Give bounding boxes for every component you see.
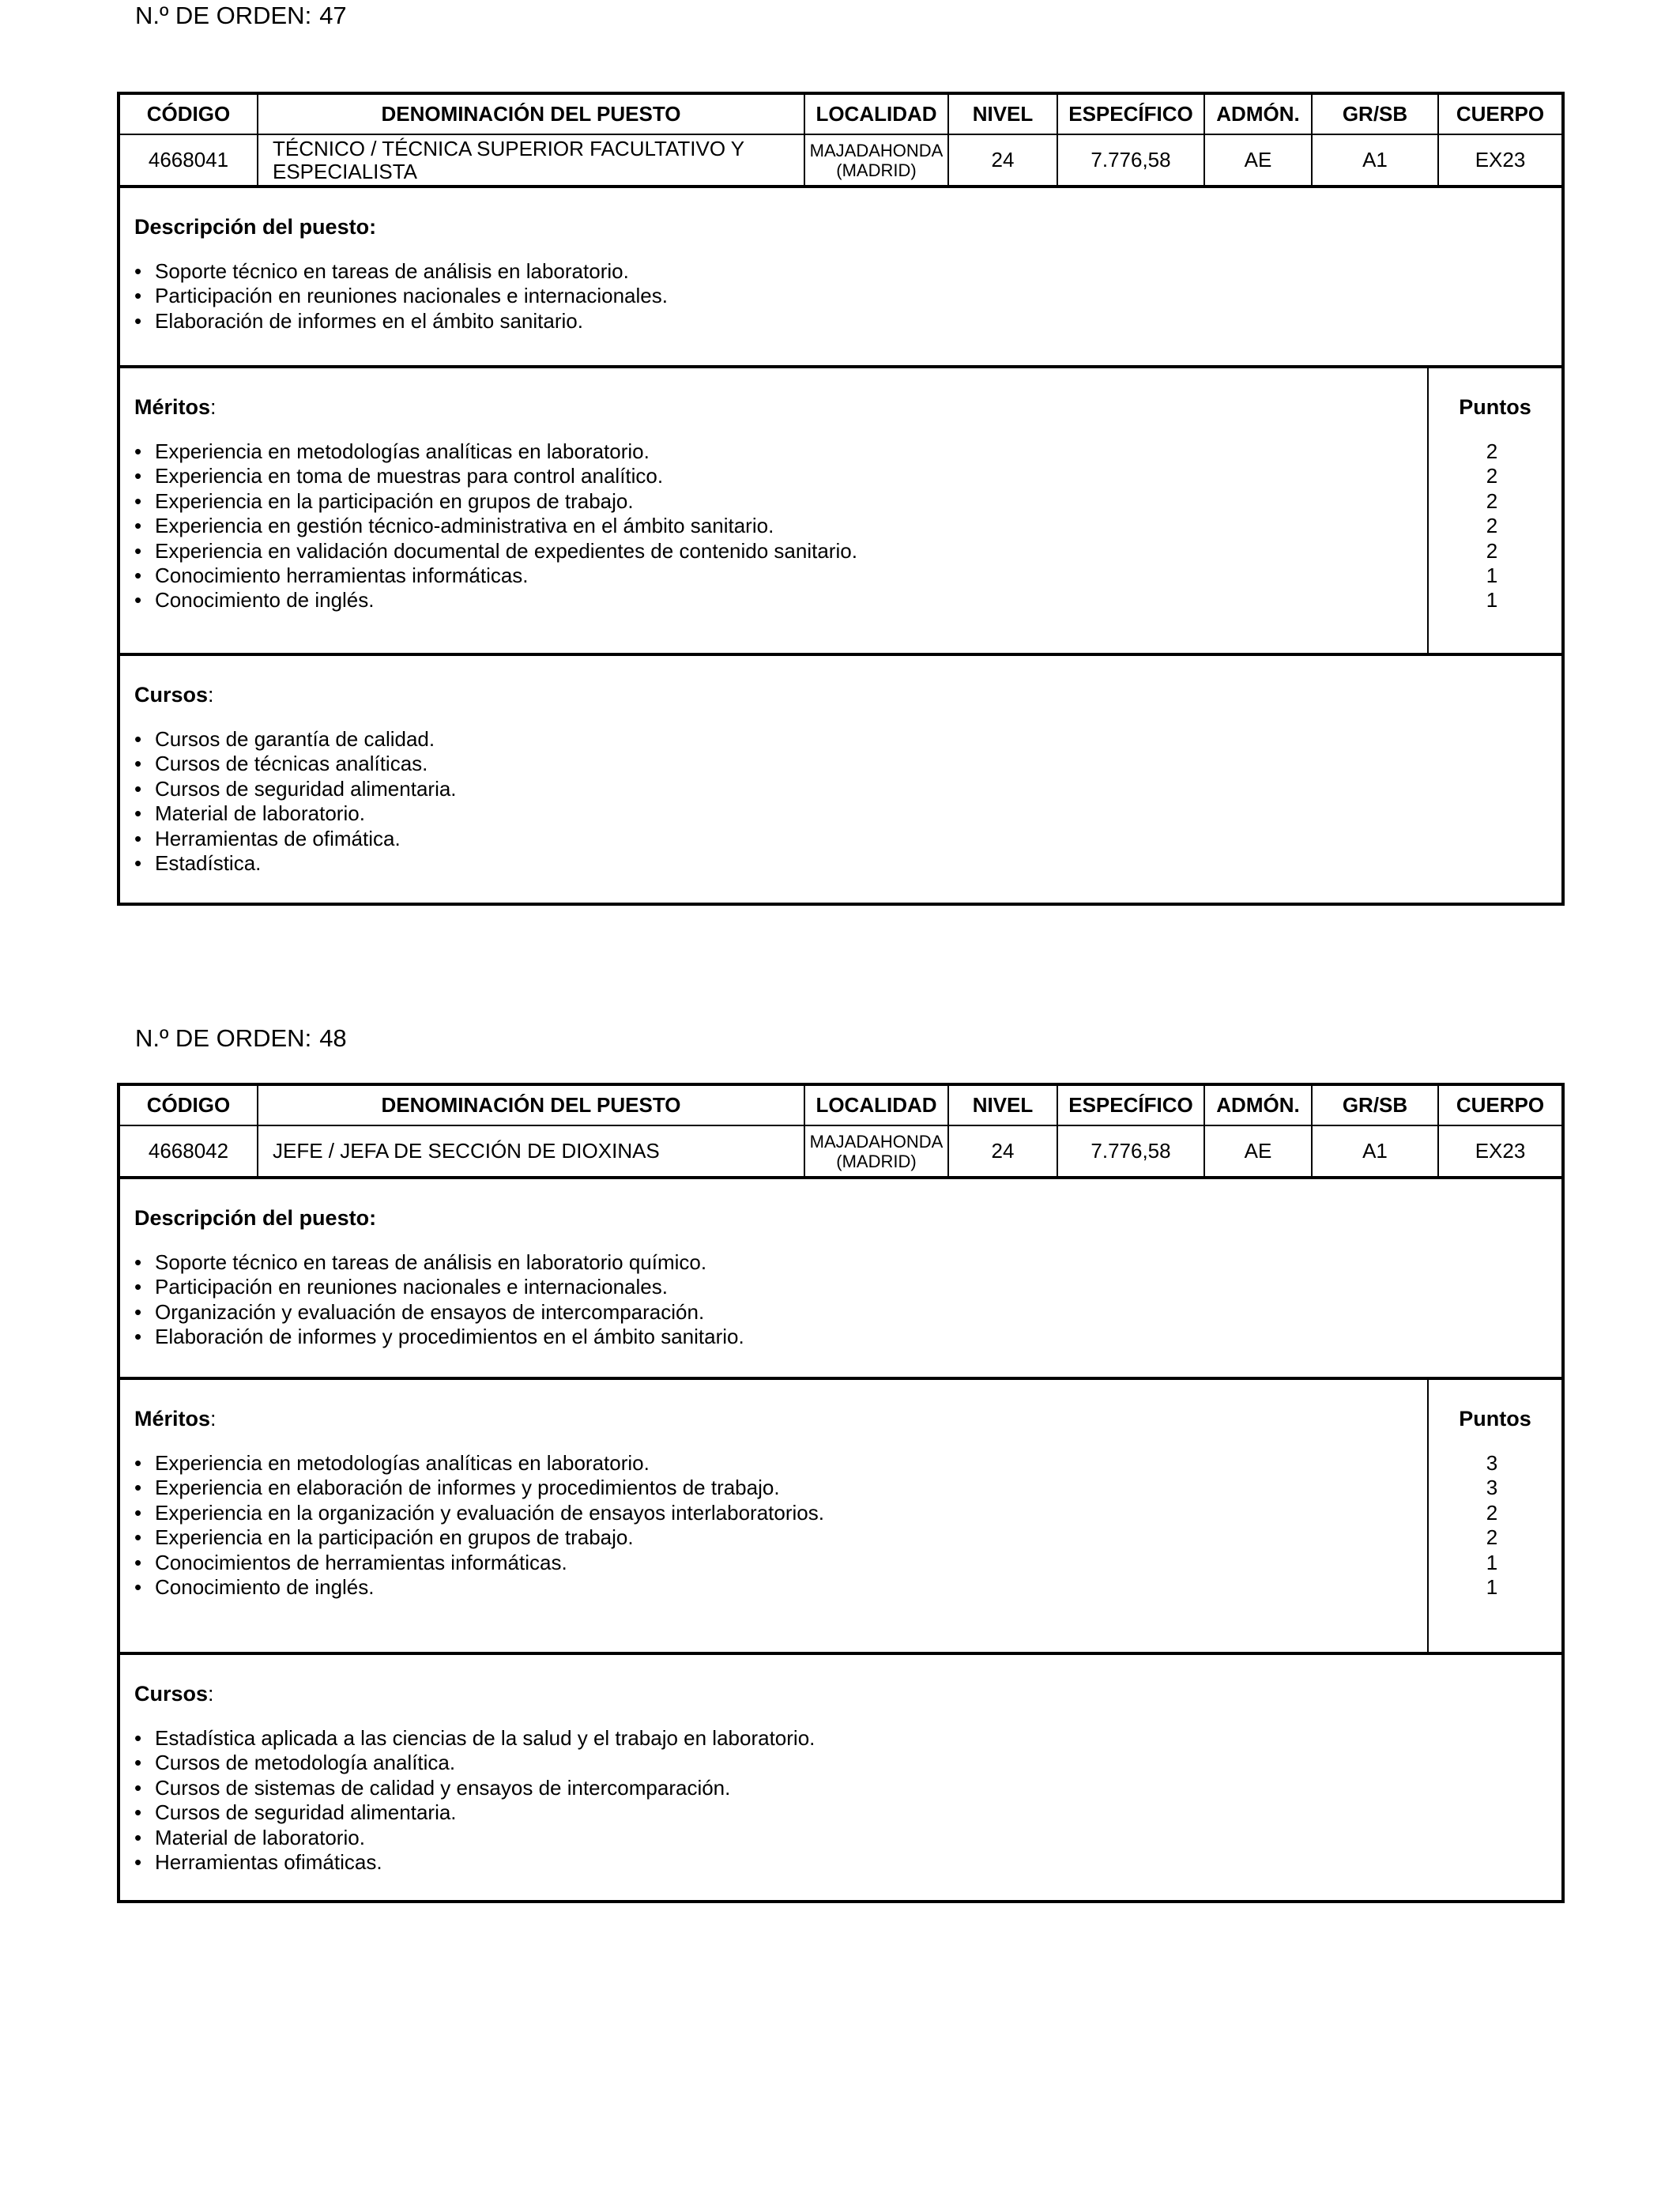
list-item: • Cursos de metodología analítica. [134,1751,1561,1775]
cuerpo-value: EX23 [1475,148,1526,172]
cursos-title: Cursos: [134,683,214,707]
list-item: • Cursos de seguridad alimentaria. [134,777,1561,801]
data-row [120,1125,1561,1176]
descripcion-list [134,259,1561,334]
puntos-value: 2 [1486,1525,1498,1550]
cursos-section [120,1652,1561,1898]
col-denominacion: DENOMINACIÓN DEL PUESTO [258,95,804,134]
list-item: • Experiencia en validación documental de expedientes de contenido sanitario. [134,539,1427,564]
denominacion-value: JEFE / JEFA DE SECCIÓN DE DIOXINAS [258,1125,804,1176]
col-cuerpo: CUERPO [1438,95,1561,134]
codigo-value: 4668041 [120,134,258,185]
list-item: • Elaboración de informes en el ámbito sanitario. [134,309,1561,334]
col-nivel: NIVEL [948,95,1057,134]
puntos-value: 2 [1486,1500,1498,1525]
col-localidad: LOCALIDAD [804,95,948,134]
col-especifico: ESPECÍFICO [1057,95,1204,134]
grsb-value: A1 [1312,1125,1438,1176]
list-item: • Estadística aplicada a las ciencias de la salud y el trabajo en laboratorio. [134,1726,1561,1751]
list-item: • Experiencia en la organización y evaluación de ensayos interlaboratorios. [134,1501,1427,1525]
codigo-value: 4668042 [120,1125,258,1176]
list-item: • Soporte técnico en tareas de análisis en laboratorio químico. [134,1250,1561,1275]
list-item: • Cursos de técnicas analíticas. [134,752,1561,776]
list-item: • Conocimientos de herramientas informáticas. [134,1551,1427,1575]
header-row [120,95,1561,134]
puntos-value: 2 [1486,538,1498,563]
meritos-section [120,365,1561,653]
orden-label: N.º DE ORDEN: [135,2,312,29]
grsb-value: A1 [1312,134,1438,185]
list-item: • Experiencia en la participación en grupos de trabajo. [134,489,1427,514]
list-item: • Material de laboratorio. [134,801,1561,826]
puesto-block [117,1083,1565,1903]
puntos-list [1429,439,1561,613]
orden-title [135,1024,347,1053]
col-localidad: LOCALIDAD [804,1086,948,1125]
puntos-value: 2 [1486,439,1498,463]
cursos-list [134,727,1561,876]
col-cuerpo: CUERPO [1438,1086,1561,1125]
header-row [120,1086,1561,1125]
localidad-line2: (MADRID) [836,1151,917,1171]
list-item: • Conocimiento herramientas informáticas. [134,564,1427,588]
col-nivel: NIVEL [948,1086,1057,1125]
list-item: • Participación en reuniones nacionales e internacionales. [134,1275,1561,1299]
localidad-line1: MAJADAHONDA [809,140,944,160]
puntos-value: 2 [1486,488,1498,513]
col-grsb: GR/SB [1312,95,1438,134]
list-item: • Experiencia en gestión técnico-administrativa en el ámbito sanitario. [134,514,1427,538]
list-item: • Herramientas ofimáticas. [134,1850,1561,1875]
orden-title [135,2,347,30]
puntos-value: 2 [1486,464,1498,488]
puntos-value: 1 [1486,588,1498,613]
list-item: • Organización y evaluación de ensayos de intercomparación. [134,1300,1561,1325]
meritos-title: Méritos: [134,395,217,419]
list-item: • Experiencia en metodologías analíticas en laboratorio. [134,1451,1427,1476]
list-item: • Soporte técnico en tareas de análisis en laboratorio. [134,259,1561,284]
list-item: • Participación en reuniones nacionales e internacionales. [134,284,1561,308]
puntos-value: 1 [1486,1550,1498,1574]
puntos-value: 1 [1486,564,1498,588]
puesto-block [117,92,1565,906]
puntos-column [1429,1380,1561,1652]
list-item: • Elaboración de informes y procedimientos en el ámbito sanitario. [134,1325,1561,1349]
col-grsb: GR/SB [1312,1086,1438,1125]
col-especifico: ESPECÍFICO [1057,1086,1204,1125]
admon-value: AE [1204,134,1312,185]
cursos-section [120,653,1561,904]
orden-number: 48 [319,1024,347,1052]
nivel-value: 24 [948,134,1057,185]
puesto-header-table [120,1086,1561,1176]
descripcion-section [120,185,1561,365]
especifico-value: 7.776,58 [1057,134,1204,185]
list-item: • Experiencia en metodologías analíticas en laboratorio. [134,439,1427,464]
cuerpo-value: EX23 [1475,1139,1526,1163]
list-item: • Cursos de sistemas de calidad y ensayos de intercomparación. [134,1776,1561,1800]
descripcion-section [120,1176,1561,1377]
meritos-section [120,1377,1561,1652]
nivel-value: 24 [948,1125,1057,1176]
localidad-value [804,134,948,185]
cursos-title: Cursos: [134,1682,214,1706]
puntos-value: 2 [1486,514,1498,538]
list-item: • Conocimiento de inglés. [134,1575,1427,1600]
list-item: • Experiencia en toma de muestras para control analítico. [134,464,1427,488]
orden-label: N.º DE ORDEN: [135,1024,312,1052]
puntos-title: Puntos [1459,1407,1531,1431]
meritos-list [134,1451,1427,1600]
denominacion-value: TÉCNICO / TÉCNICA SUPERIOR FACULTATIVO Y ESPECIALISTA [258,134,804,185]
puntos-list [1429,1451,1561,1600]
list-item: • Conocimiento de inglés. [134,588,1427,613]
list-item: • Experiencia en elaboración de informes y procedimientos de trabajo. [134,1476,1427,1500]
col-admon: ADMÓN. [1204,95,1312,134]
list-item: • Cursos de seguridad alimentaria. [134,1800,1561,1825]
localidad-line1: MAJADAHONDA [809,1131,944,1152]
col-admon: ADMÓN. [1204,1086,1312,1125]
descripcion-list [134,1250,1561,1350]
list-item: • Herramientas de ofimática. [134,827,1561,851]
list-item: • Experiencia en la participación en grupos de trabajo. [134,1525,1427,1550]
puntos-title: Puntos [1459,395,1531,419]
list-item: • Cursos de garantía de calidad. [134,727,1561,752]
localidad-line2: (MADRID) [836,160,917,180]
especifico-value: 7.776,58 [1057,1125,1204,1176]
meritos-title: Méritos: [134,1407,217,1431]
puntos-column [1429,368,1561,653]
puntos-value: 3 [1486,1451,1498,1475]
descripcion-title: Descripción del puesto: [134,215,377,239]
admon-value: AE [1204,1125,1312,1176]
list-item: • Estadística. [134,851,1561,876]
puntos-value: 1 [1486,1575,1498,1600]
cursos-list [134,1726,1561,1875]
col-codigo: CÓDIGO [120,95,258,134]
col-denominacion: DENOMINACIÓN DEL PUESTO [258,1086,804,1125]
puntos-value: 3 [1486,1476,1498,1500]
meritos-list [134,439,1427,613]
data-row [120,134,1561,185]
descripcion-title: Descripción del puesto: [134,1206,377,1230]
list-item: • Material de laboratorio. [134,1826,1561,1850]
puesto-header-table [120,95,1561,185]
orden-number: 47 [319,2,347,29]
col-codigo: CÓDIGO [120,1086,258,1125]
localidad-value [804,1125,948,1176]
